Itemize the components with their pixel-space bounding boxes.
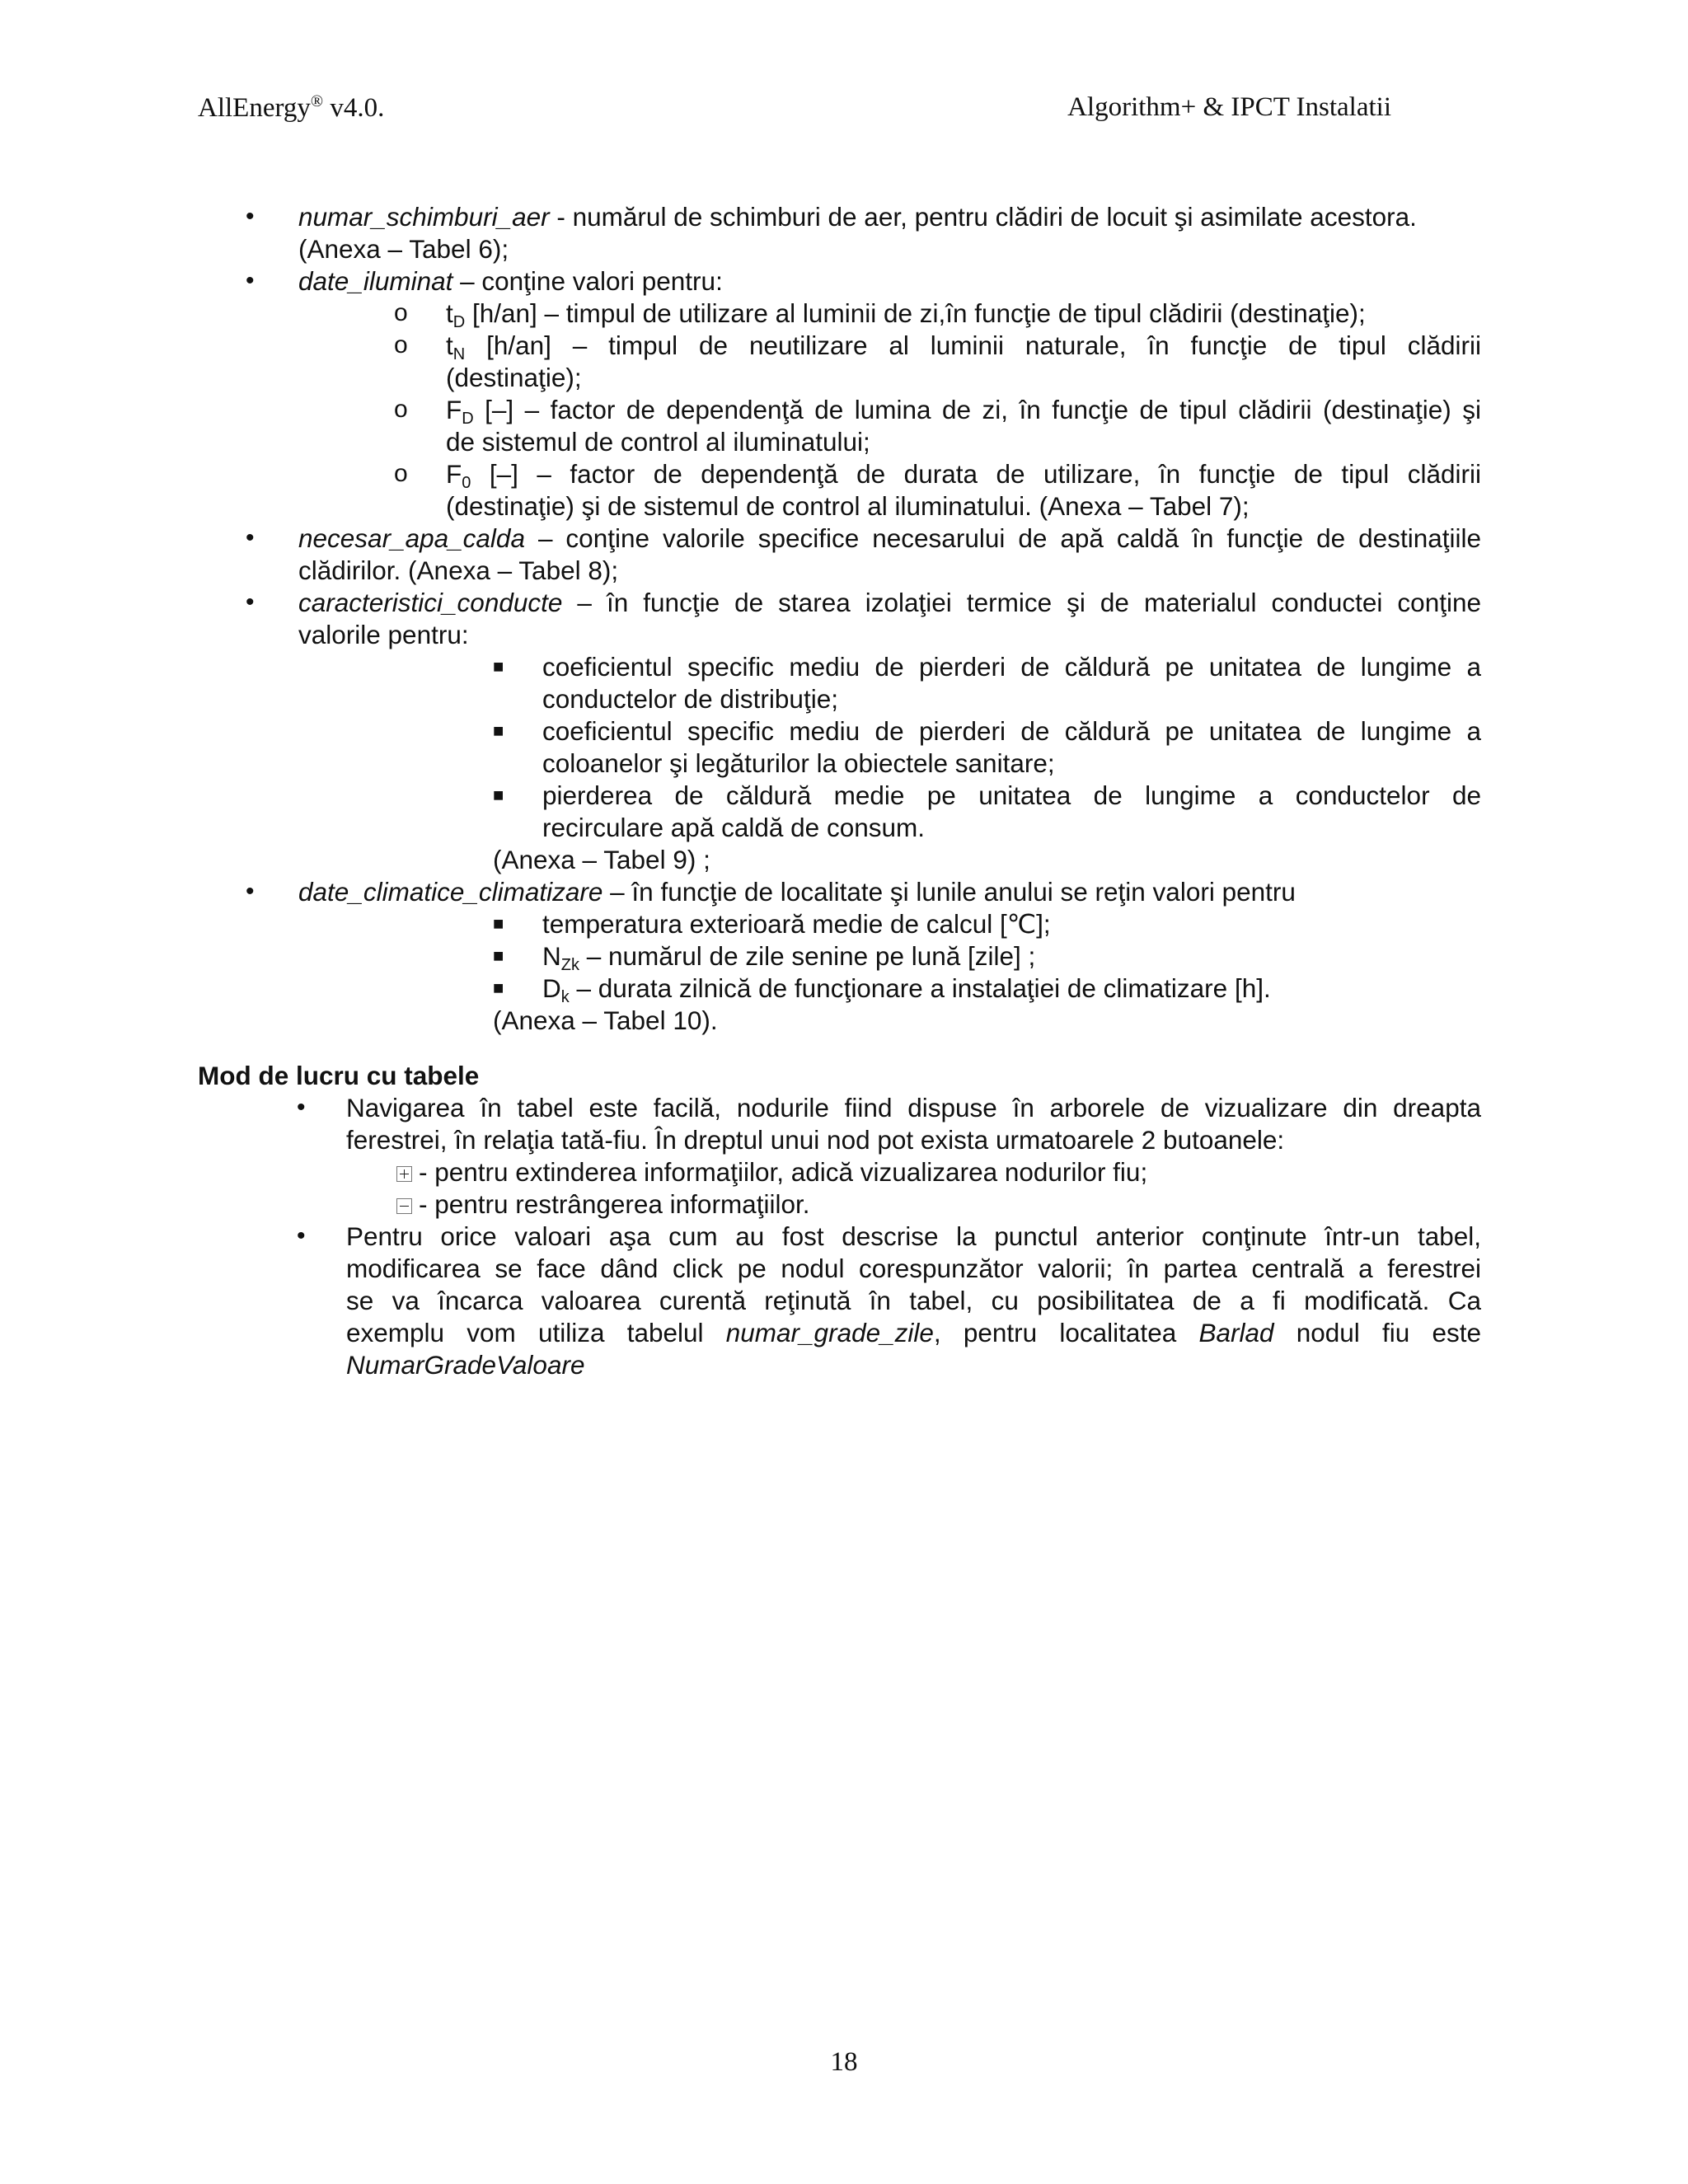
item-text: – durata zilnică de funcţionare a instalaţiei de climatizare [h]. [569, 973, 1271, 1003]
circle-bullet: o [394, 396, 408, 423]
sub-item-text: temperatura exterioară medie de calcul [℃]; [542, 909, 1051, 939]
symbol: D [542, 973, 561, 1003]
item-text: [–] – factor de dependenţă de durata de utilizare, în funcţie de tipul clădirii [471, 459, 1481, 489]
square-bullet: ■ [493, 977, 504, 998]
symbol: t [446, 330, 453, 360]
square-bullet: ■ [493, 945, 504, 966]
square-bullet: ■ [493, 785, 504, 805]
term: caracteristici_conducte [298, 588, 563, 617]
item-continuation: (destinaţie) şi de sistemul de control al iluminatului. (Anexa – Tabel 7); [446, 491, 1250, 521]
sub-item-td [446, 298, 1366, 330]
bullet-dot: • [246, 588, 255, 616]
sub-item-dk [542, 972, 1271, 1005]
paragraph-line: ferestrei, în relaţia tată-fiu. În dreptul unui nod pot exista urmatoarele 2 butoanele: [346, 1125, 1285, 1155]
header-right: Algorithm+ & IPCT Instalatii [1067, 92, 1391, 122]
bullet-dot: • [246, 524, 255, 551]
circle-bullet: o [394, 299, 408, 326]
registered-mark: ® [310, 92, 324, 110]
subscript: 0 [462, 474, 471, 492]
item-text: – în funcţie de localitate şi lunile anului se reţin valori pentru [603, 877, 1296, 907]
sub-item-fd [446, 394, 1481, 426]
table-reference: (Anexa – Tabel 10). [493, 1005, 718, 1035]
item-text: – conţine valori pentru: [452, 266, 723, 296]
subscript: N [452, 345, 466, 363]
section-heading: Mod de lucru cu tabele [198, 1061, 480, 1090]
sub-item-nzk [542, 940, 1035, 972]
item-text: [h/an] – timpul de utilizare al luminii de zi,în funcţie de tipul clădirii (destinaţie); [465, 298, 1366, 328]
symbol: t [446, 298, 453, 328]
paragraph-line [346, 1317, 1481, 1349]
symbol: F [446, 395, 462, 424]
text-run: nodul fiu este [1273, 1318, 1481, 1347]
item-continuation: (destinaţie); [446, 363, 582, 392]
expand-plus-icon [396, 1166, 412, 1182]
list-item-date-iluminat [298, 265, 723, 298]
subscript: Zk [560, 956, 579, 974]
circle-bullet: o [394, 460, 408, 487]
square-bullet: ■ [493, 656, 504, 677]
legend-text: - pentru extinderea informaţiilor, adică vizualizarea nodurilor fiu; [419, 1157, 1148, 1187]
list-item-numar-schimburi-aer [298, 201, 1417, 233]
node-name: NumarGradeValoare [346, 1350, 585, 1380]
page-header [198, 92, 1391, 134]
paragraph-line: modificarea se face dând click pe nodul corespunzător valorii; în partea centrală a ferestrei [346, 1254, 1481, 1283]
item-continuation: conductelor de distribuţie; [542, 684, 838, 714]
subscript: k [560, 988, 570, 1006]
term: date_climatice_climatizare [298, 877, 603, 907]
item-text: – în funcţie de starea izolaţiei termice şi de materialul conductei conţine [562, 588, 1481, 617]
sub-item-tn [446, 330, 1481, 362]
page-number: 18 [830, 2047, 858, 2077]
list-item-caracteristici-conducte [298, 587, 1481, 619]
item-text: [–] – factor de dependenţă de lumina de zi, în funcţie de tipul clădirii (destinaţie) şi [473, 395, 1481, 424]
item-continuation: coloanelor şi legăturilor la obiectele sanitare; [542, 748, 1055, 778]
subscript: D [452, 313, 466, 331]
sub-item-text: pierderea de căldură medie pe unitatea de lungime a conductelor de [542, 780, 1481, 810]
symbol: F [446, 459, 462, 489]
item-continuation: de sistemul de control al iluminatului; [446, 427, 870, 457]
bullet-dot: • [246, 203, 255, 230]
circle-bullet: o [394, 331, 408, 359]
bullet-dot: • [246, 878, 255, 905]
bullet-dot: • [297, 1094, 306, 1121]
item-continuation: valorile pentru: [298, 620, 469, 649]
header-product: AllEnergy [198, 93, 311, 123]
term: date_iluminat [298, 266, 453, 296]
paragraph-line: Pentru orice valoari aşa cum au fost descrise la punctul anterior conţinute într-un tabel, [346, 1221, 1481, 1251]
item-text: – conţine valorile specifice necesarului de apă caldă în funcţie de destinaţiile [524, 523, 1481, 553]
expand-legend [396, 1156, 1147, 1188]
item-text: - numărul de schimburi de aer, pentru clădiri de locuit şi asimilate acestora. [549, 202, 1417, 232]
square-bullet: ■ [493, 720, 504, 741]
paragraph-line: se va încarca valoarea curentă reţinută în tabel, cu posibilitatea de a fi modificată. Ca [346, 1286, 1481, 1315]
sub-item-text: coeficientul specific mediu de pierderi de căldură pe unitatea de lungime a [542, 716, 1481, 746]
list-item-necesar-apa-calda [298, 523, 1481, 555]
item-continuation: recirculare apă caldă de consum. [542, 813, 925, 842]
term: necesar_apa_calda [298, 523, 525, 553]
symbol: N [542, 941, 561, 971]
term: numar_schimburi_aer [298, 202, 550, 232]
table-reference: (Anexa – Tabel 9) ; [493, 845, 710, 874]
text-run: exemplu vom utiliza tabelul [346, 1318, 726, 1347]
legend-text: - pentru restrângerea informaţiilor. [419, 1189, 810, 1219]
item-continuation: clădirilor. (Anexa – Tabel 8); [298, 555, 619, 585]
table-name: numar_grade_zile [725, 1318, 934, 1347]
item-continuation: (Anexa – Tabel 6); [298, 234, 509, 264]
header-left [198, 92, 384, 124]
header-version: v4.0. [323, 93, 385, 123]
sub-item-f0 [446, 458, 1481, 490]
locality-name: Barlad [1198, 1318, 1274, 1347]
bullet-dot: • [297, 1222, 306, 1249]
item-text: – numărul de zile senine pe lună [zile] ; [579, 941, 1036, 971]
item-text: [h/an] – timpul de neutilizare al luminii naturale, în funcţie de tipul clădirii [465, 330, 1481, 360]
paragraph-line [346, 1349, 584, 1381]
bullet-dot: • [246, 267, 255, 294]
text-run: , pentru localitatea [933, 1318, 1199, 1347]
paragraph-line: Navigarea în tabel este facilă, nodurile fiind dispuse în arborele de vizualizare din dreapta [346, 1093, 1481, 1122]
list-item-date-climatice-climatizare [298, 876, 1296, 908]
collapse-minus-icon [396, 1198, 412, 1214]
subscript: D [462, 410, 474, 428]
sub-item-text: coeficientul specific mediu de pierderi de căldură pe unitatea de lungime a [542, 652, 1481, 682]
square-bullet: ■ [493, 913, 504, 934]
collapse-legend [396, 1188, 809, 1221]
